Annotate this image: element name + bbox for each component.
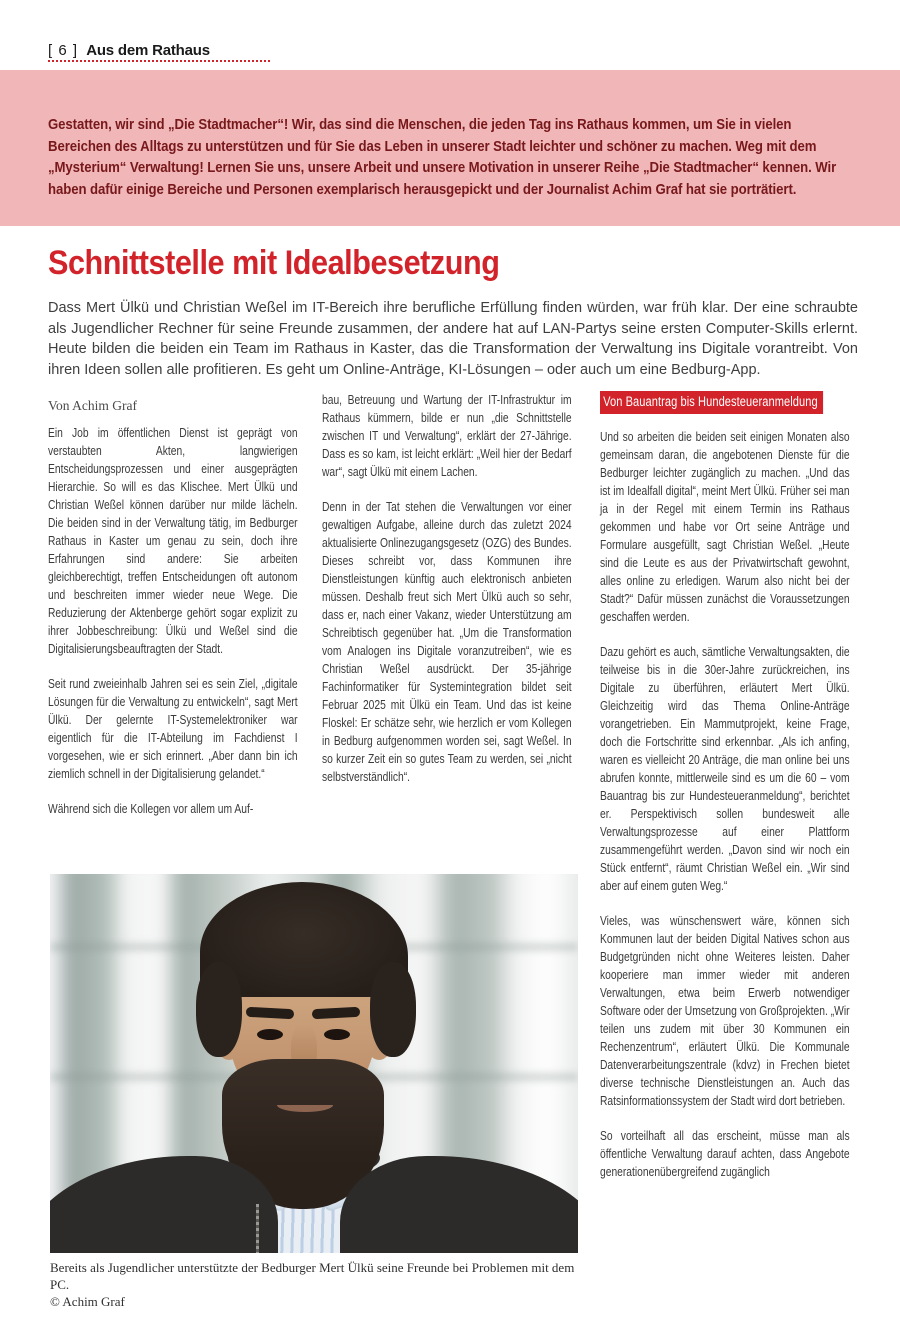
- column-1: [48, 424, 298, 835]
- photo-credit: © Achim Graf: [50, 1294, 125, 1309]
- paragraph: Vieles, was wünschenswert wäre, können sich Kommunen laut der beiden Digital Natives schon aus Budgetgründen nicht ohne Weiteres leisten. Daher kooperiere man immer wieder mit anderen Verwaltungen, etwa beim Erwerb notwendiger Software oder der Umsetzung von Großprojekten. „Wir teilen uns zudem mit über 30 Kommunen ein Rechenzentrum“, erläutert Ülkü. Die Kommunale Datenverarbeitungszentrale (kdvz) in Frechen bietet diverse technische Dienstleistungen an. Auch das Ratsinformationssystem der Stadt wird dort betrieben.: [600, 913, 850, 1108]
- byline: Von Achim Graf: [48, 398, 137, 413]
- photo-caption-block: [50, 1259, 580, 1310]
- person-eye-left: [257, 1029, 283, 1040]
- paragraph: Und so arbeiten die beiden seit einigen Monaten also gemeinsam daran, die angebotenen Dienste für die Bedburger leichter zugänglich zu machen. „Und das ist im Idealfall digital“, meint Mert Ülkü. Früher sei man ja in der Regel mit einem Termin ins Rathaus gekommen und habe vor Ort seine Anträge und Formulare ausgefüllt, sagt Christian Weßel. „Heute sind die Leute es aus der Privatwirtschaft gewohnt, alles online zu erledigen. Warum also nicht bei der Stadt?“ Dafür müssen zunächst die Voraussetzungen geschaffen werden.: [600, 429, 850, 624]
- page-header: [48, 42, 210, 59]
- intro-banner: [0, 70, 900, 226]
- intro-banner-text: Gestatten, wir sind „Die Stadtmacher“! Wir, das sind die Menschen, die jeden Tag ins Rathaus kommen, um Sie in vielen Bereichen des Alltags zu unterstützen und für Sie das Leben in unserer Stadt leichter und schöner zu machen. Weg mit dem „Mysterium“ Verwaltung! Lernen Sie uns, unsere Arbeit und unsere Motivation in unserer Reihe „Die Stadtmacher“ kennen. Wir haben dafür einige Bereiche und Personen exemplarisch herausgepickt und der Journalist Achim Graf hat sie porträtiert.: [48, 116, 837, 198]
- section-title: Aus dem Rathaus: [86, 42, 210, 59]
- page-number: [ 6 ]: [48, 42, 79, 59]
- person-hair-side-right: [370, 962, 416, 1057]
- paragraph: Denn in der Tat stehen die Verwaltungen vor einer gewaltigen Aufgabe, alleine durch das zuletzt 2024 aktualisierte Onlinezugangsgesetz (OZG) des Bundes. Dieses schreibt vor, dass Kommunen ihre Dienstleistungen künftig auch elektronisch anbieten müssen. Deshalb freut sich Mert Ülkü auch so sehr, dass er, nach einer Vakanz, wieder Unterstützung am Schreibtisch gegenüber hat. „Um die Transformation vom Analogen ins Digitale voranzutreiben“, wie es Christian Weßel ausdrückt. Der 35-jährige Fachinformatiker für Systemintegration bildet seit Februar 2025 mit Ülkü ein Team. Und das ist keine Floskel: Er schätze sehr, wie herzlich er vom Kollegen in Bedburg aufgenommen worden sei, sagt Weßel. In so kurzer Zeit ein so gutes Team zu werden, sei „nicht selbstverständlich“.: [322, 499, 572, 784]
- paragraph: bau, Betreuung und Wartung der IT-Infrastruktur im Rathaus kümmern, bilde er nun „die Schnittstelle zwischen IT und Verwaltung“, erklärt der 27-Jährige. Dass es so kam, ist leicht erklärt: „Weil hier der Bedarf war“, sagt Ülkü mit einem Lachen.: [322, 392, 572, 479]
- column-3: [600, 391, 850, 1198]
- article-title: Schnittstelle mit Idealbesetzung: [48, 244, 500, 282]
- portrait-photo: [50, 874, 578, 1253]
- photo-caption: Bereits als Jugendlicher unterstützte der Bedburger Mert Ülkü seine Freunde bei Problemen mit dem PC.: [50, 1260, 575, 1292]
- jacket-zipper: [256, 1204, 259, 1253]
- paragraph: Seit rund zweieinhalb Jahren sei es sein Ziel, „digitale Lösungen für die Verwaltung zu entwickeln“, sagt Mert Ülkü. Der gelernte IT-Systemelektroniker war eigentlich für die IT-Abteilung im Fachdienst I vorgesehen, wie er sich erinnert. „Aber dann bin ich ziemlich schnell in der Digitalisierung gelandet.“: [48, 676, 298, 781]
- subhead-box: Von Bauantrag bis Hundesteueranmeldung: [600, 391, 823, 414]
- paragraph: Dazu gehört es auch, sämtliche Verwaltungsakten, die teilweise bis in die 30er-Jahre zurückreichen, ins Digitale zu überführen, erläutert Mert Ülkü. Gleichzeitig wird das Thema Online-Anträge vorangetrieben. Ein Mammutprojekt, keine Frage, doch die Fortschritte sind erkennbar. „Als ich anfing, waren es vielleicht 20 Anträge, die man online bei uns abrufen konnte, mittlerweile sind es um die 60 – vom Bauantrag bis zur Hundesteueranmeldung“, berichtet er. Perspektivisch sollen bundesweit alle Verwaltungsprozesse auf einer Plattform zusammengeführt werden. „Davon sind wir noch ein Stück entfernt“, räumt Christian Weßel ein. „Wir sind aber auf einem guten Weg.“: [600, 644, 850, 893]
- person-eye-right: [324, 1029, 350, 1040]
- dotted-rule: [48, 60, 270, 62]
- paragraph: Während sich die Kollegen vor allem um Auf-: [48, 801, 254, 816]
- article-lede: Dass Mert Ülkü und Christian Weßel im IT-Bereich ihre berufliche Erfüllung finden würden, war früh klar. Der eine schraubte als Jugendlicher Rechner für seine Freunde zusammen, der andere hat auf LAN-Partys seine ersten Computer-Skills erlernt. Heute bilden die beiden ein Team im Rathaus in Kaster, das die Transformation der Verwaltung ins Digitale vorantreibt. Von ihren Ideen sollen alle profitieren. Es geht um Online-Anträge, KI-Lösungen – oder auch um eine Bedburg-App.: [48, 300, 858, 378]
- person-hair-side-left: [196, 962, 242, 1057]
- column-2: [322, 391, 572, 874]
- paragraph: Ein Job im öffentlichen Dienst ist geprägt von verstaubten Akten, langwierigen Entscheidungsprozessen und einer ausgeprägten Hierarchie. So will es das Klischee. Mert Ülkü und Christian Weßel können darüber nur milde lächeln. Die beiden sind in der Verwaltung tätig, im Bedburger Rathaus in Kaster um genau zu sein, doch ihre Erfahrungen sind andere: Sie arbeiten gleichberechtigt, treffen Entscheidungen oft autonom und beschreiten immer wieder neue Wege. Die Reduzierung der Aktenberge gehört sogar explizit zu ihrer Jobbeschreibung: Ülkü und Weßel sind die Digitalisierungsbeauftragten der Stadt.: [48, 425, 298, 656]
- paragraph: So vorteilhaft all das erscheint, müsse man als öffentliche Verwaltung darauf achten, dass Angebote generationenübergreifend zugänglich: [600, 1128, 850, 1179]
